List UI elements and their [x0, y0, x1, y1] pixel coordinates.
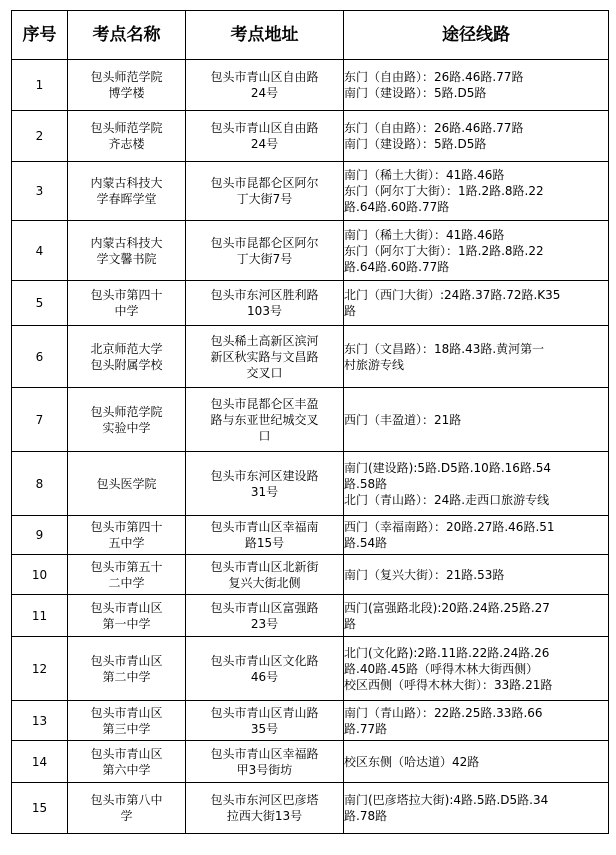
cell-address [186, 60, 344, 111]
table-row [12, 221, 609, 281]
cell-route-line: 路.54路 [344, 536, 388, 550]
cell-route [344, 111, 609, 162]
cell-name [68, 162, 186, 221]
cell-address-line: 甲3号街坊 [236, 762, 293, 777]
cell-no: 10 [12, 555, 68, 595]
cell-route-line: 南门（稀土大街）：41路.46路 [344, 168, 505, 182]
table-row [12, 595, 609, 637]
cell-address [186, 595, 344, 637]
cell-name-line: 博学楼 [108, 86, 145, 100]
cell-name [68, 60, 186, 111]
cell-route [344, 221, 609, 281]
cell-route-line: 东门（阿尔丁大街）：1路.2路.8路.22 [344, 184, 544, 198]
cell-route [344, 741, 609, 783]
cell-no: 9 [12, 516, 68, 555]
cell-route-line: 南门（青山路）：22路.25路.33路.66 [344, 705, 543, 720]
table-row [12, 388, 609, 452]
cell-name-line: 包头市青山区 [90, 705, 163, 720]
table-row [12, 281, 609, 326]
cell-address-line: 包头市东河区建设路 [210, 468, 319, 483]
cell-name-line: 学 [120, 809, 133, 823]
cell-route-line: 北门（西门大街）:24路.37路.72路.K35 [344, 288, 561, 302]
cell-route-line: 南门（建设路）：5路.D5路 [344, 137, 487, 151]
cell-route-line: 校区西侧（呼得木林大街）：33路.21路 [344, 677, 553, 692]
cell-route-line: 路.58路 [344, 476, 388, 491]
table-row [12, 60, 609, 111]
cell-name-line: 第三中学 [102, 721, 151, 736]
cell-address-line: 包头市东河区巴彦塔 [210, 793, 319, 807]
cell-name-line: 包头市青山区 [90, 600, 163, 615]
cell-name-line: 学春晖学堂 [96, 192, 157, 206]
cell-name-line: 包头市青山区 [90, 746, 163, 761]
cell-name-line: 学文馨书院 [96, 251, 157, 266]
cell-route-line: 西门（幸福南路）：20路.27路.46路.51 [344, 520, 555, 534]
cell-address [186, 555, 344, 595]
cell-route-line: 路 [344, 616, 357, 631]
cell-name-line: 包头师范学院 [90, 404, 163, 419]
cell-address-line: 103号 [247, 304, 282, 318]
cell-route-line: 路.64路.60路.77路 [344, 200, 450, 214]
cell-address-line: 24号 [250, 137, 279, 151]
cell-no: 14 [12, 741, 68, 783]
cell-name-line: 包头市第八中 [90, 793, 163, 807]
cell-route-line: 村旅游专线 [344, 357, 405, 372]
cell-name-line: 二中学 [108, 575, 145, 590]
cell-address [186, 637, 344, 701]
cell-route [344, 701, 609, 741]
cell-name-line: 中学 [114, 304, 139, 318]
cell-route-line: 路 [344, 304, 357, 318]
cell-route [344, 516, 609, 555]
cell-route-line: 南门(巴彦塔拉大街):4路.5路.D5路.34 [344, 793, 549, 807]
cell-name [68, 595, 186, 637]
cell-name [68, 701, 186, 741]
cell-route-line: 校区东侧（哈达道）42路 [344, 754, 480, 769]
cell-name [68, 741, 186, 783]
table-row [12, 326, 609, 388]
cell-address [186, 162, 344, 221]
cell-no: 8 [12, 452, 68, 516]
cell-name [68, 221, 186, 281]
cell-name-line: 实验中学 [102, 420, 151, 435]
cell-address [186, 783, 344, 834]
table-row [12, 111, 609, 162]
cell-address-line: 丁大街7号 [236, 192, 293, 206]
header-name: 考点名称 [68, 11, 186, 60]
header-address: 考点地址 [186, 11, 344, 60]
cell-no: 7 [12, 388, 68, 452]
cell-address [186, 741, 344, 783]
table-row [12, 701, 609, 741]
cell-address [186, 326, 344, 388]
cell-address-line: 包头市昆都仑区阿尔 [210, 176, 319, 190]
cell-name [68, 637, 186, 701]
cell-route-line: 南门（建设路）：5路.D5路 [344, 86, 487, 100]
cell-address-line: 包头市东河区胜利路 [210, 288, 319, 302]
cell-address [186, 701, 344, 741]
cell-route-line: 南门（复兴大街）：21路.53路 [344, 567, 505, 582]
cell-address [186, 281, 344, 326]
cell-route-line: 东门（文昌路）：18路.43路.黄河第一 [344, 341, 545, 356]
table-row [12, 741, 609, 783]
cell-route-line: 西门(富强路北段):20路.24路.25路.27 [344, 600, 550, 615]
cell-name [68, 281, 186, 326]
cell-no: 5 [12, 281, 68, 326]
cell-route [344, 595, 609, 637]
cell-no: 11 [12, 595, 68, 637]
cell-address-line: 包头市青山区幸福路 [210, 746, 319, 761]
cell-no: 4 [12, 221, 68, 281]
cell-no: 1 [12, 60, 68, 111]
header-no: 序号 [12, 11, 68, 60]
cell-address-line: 包头市青山区幸福南 [210, 520, 319, 534]
cell-route-line: 路.40路.45路（呼得木林大街西侧） [344, 661, 539, 676]
cell-address-line: 路15号 [244, 536, 285, 550]
cell-no: 6 [12, 326, 68, 388]
cell-address-line: 丁大街7号 [236, 251, 293, 266]
cell-address-line: 包头市青山区自由路 [210, 121, 319, 135]
cell-address-line: 包头市昆都仑区丰盈 [210, 396, 319, 411]
cell-address-line: 包头稀土高新区滨河 [210, 333, 319, 348]
table-row [12, 516, 609, 555]
cell-address-line: 复兴大街北侧 [228, 575, 301, 590]
cell-route-line: 路.64路.60路.77路 [344, 259, 450, 274]
cell-route [344, 452, 609, 516]
cell-route-line: 东门（阿尔丁大街）：1路.2路.8路.22 [344, 243, 544, 258]
cell-route-line: 东门（自由路）：26路.46路.77路 [344, 121, 524, 135]
table-row [12, 783, 609, 834]
cell-name [68, 111, 186, 162]
cell-address-line: 46号 [250, 669, 279, 684]
cell-route-line: 南门(建设路):5路.D5路.10路.16路.54 [344, 460, 551, 475]
cell-route [344, 783, 609, 834]
cell-name [68, 555, 186, 595]
cell-address-line: 包头市青山区富强路 [210, 600, 319, 615]
cell-address-line: 35号 [250, 721, 279, 736]
cell-name [68, 783, 186, 834]
cell-name-line: 包头师范学院 [90, 70, 163, 84]
cell-route [344, 60, 609, 111]
cell-name-line: 五中学 [108, 536, 145, 550]
cell-route [344, 281, 609, 326]
cell-address [186, 221, 344, 281]
table-body [12, 60, 609, 834]
cell-route-line: 北门(文化路):2路.11路.22路.24路.26 [344, 645, 550, 660]
cell-route [344, 162, 609, 221]
cell-no: 15 [12, 783, 68, 834]
cell-address [186, 452, 344, 516]
cell-name-line: 包头附属学校 [90, 357, 163, 372]
table-row [12, 162, 609, 221]
table-row [12, 452, 609, 516]
cell-route [344, 388, 609, 452]
cell-name-line: 包头师范学院 [90, 121, 163, 135]
cell-address-line: 24号 [250, 86, 279, 100]
cell-no: 12 [12, 637, 68, 701]
cell-address [186, 111, 344, 162]
cell-route-line: 东门（自由路）：26路.46路.77路 [344, 70, 524, 84]
cell-no: 13 [12, 701, 68, 741]
cell-name-line: 北京师范大学 [90, 341, 163, 356]
cell-address-line: 包头市青山区北新街 [210, 559, 319, 574]
cell-address-line: 23号 [250, 616, 279, 631]
cell-route-line: 路.77路 [344, 721, 388, 736]
cell-name [68, 516, 186, 555]
cell-name-line: 第六中学 [102, 762, 151, 777]
cell-address [186, 388, 344, 452]
cell-name-line: 包头市第四十 [90, 520, 163, 534]
cell-name-line: 第一中学 [102, 616, 151, 631]
cell-route-line: 路.78路 [344, 809, 388, 823]
cell-name-line: 内蒙古科技大 [90, 176, 163, 190]
cell-address [186, 516, 344, 555]
cell-address-line: 包头市青山区文化路 [210, 653, 319, 668]
cell-address-line: 路与东亚世纪城交叉 [210, 412, 319, 427]
cell-address-line: 交叉口 [246, 365, 283, 380]
cell-address-line: 拉西大街13号 [226, 809, 303, 823]
cell-address-line: 31号 [250, 484, 279, 499]
cell-name [68, 326, 186, 388]
table-row [12, 637, 609, 701]
cell-name [68, 452, 186, 516]
cell-name-line: 内蒙古科技大 [90, 235, 163, 250]
cell-route [344, 637, 609, 701]
cell-route [344, 555, 609, 595]
cell-name-line: 包头医学院 [96, 476, 157, 491]
cell-name-line: 包头市第四十 [90, 288, 163, 302]
cell-route-line: 西门（丰盈道）：21路 [344, 412, 462, 427]
cell-address-line: 包头市昆都仑区阿尔 [210, 235, 319, 250]
header-route: 途径线路 [344, 11, 609, 60]
cell-address-line: 包头市青山区青山路 [210, 705, 319, 720]
cell-name-line: 齐志楼 [108, 137, 145, 151]
cell-name-line: 第二中学 [102, 669, 151, 684]
exam-site-table [11, 10, 609, 834]
table-row [12, 555, 609, 595]
header-row [12, 11, 609, 60]
cell-address-line: 新区秋实路与文昌路 [210, 349, 319, 364]
cell-name [68, 388, 186, 452]
cell-address-line: 口 [258, 428, 271, 443]
cell-name-line: 包头市青山区 [90, 653, 163, 668]
cell-no: 3 [12, 162, 68, 221]
cell-route [344, 326, 609, 388]
cell-route-line: 南门（稀土大街）：41路.46路 [344, 227, 505, 242]
cell-name-line: 包头市第五十 [90, 559, 163, 574]
cell-no: 2 [12, 111, 68, 162]
cell-address-line: 包头市青山区自由路 [210, 70, 319, 84]
cell-route-line: 北门（青山路）：24路.走西口旅游专线 [344, 492, 550, 507]
